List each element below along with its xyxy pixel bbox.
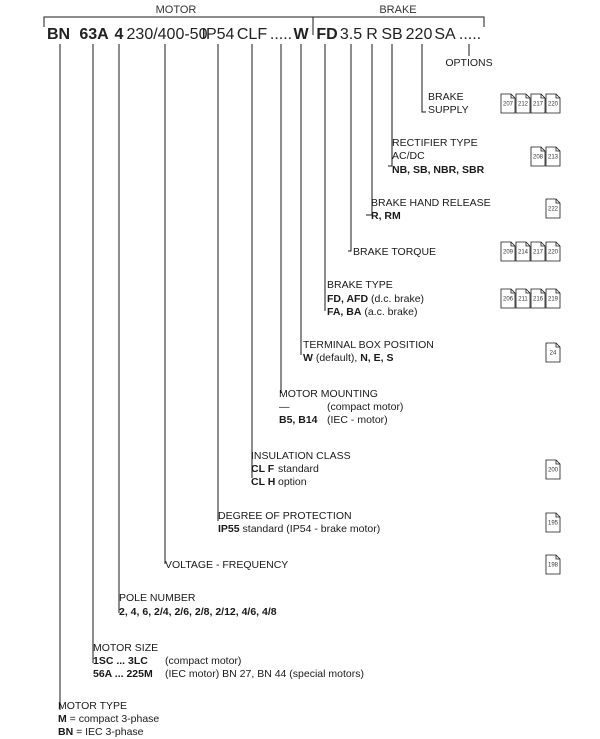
brake-type-title: BRAKE TYPE [327,279,393,291]
mounting-iec-codes: B5, B14 [279,414,318,426]
brake-type-dc: FD, AFD [327,293,369,305]
mounting-title: MOTOR MOUNTING [279,388,378,400]
motor-type-title: MOTOR TYPE [58,700,128,712]
pole-number-options: 2, 4, 6, 2/4, 2/6, 2/8, 2/12, 4/6, 4/8 [119,606,277,618]
terminal-box-default-desc: (default), [312,352,361,364]
brake-header: BRAKE [379,4,417,16]
ref-pages-brake-torque [501,242,560,261]
page-ref-number: 209 [502,249,514,256]
insulation-title: INSULATION CLASS [251,450,351,462]
designation-code [47,26,481,43]
page-ref-number: 219 [547,296,559,303]
code-size: 63A [79,26,109,43]
motor-type-bn: BN [58,726,74,738]
ref-pages-brake-type [501,289,560,308]
page-ref-number: 207 [502,101,514,108]
terminal-box-options [303,352,393,364]
motor-header: MOTOR [155,4,197,16]
mounting-iec-desc: (IEC - motor) [327,414,388,426]
protection-title: DEGREE OF PROTECTION [218,510,352,522]
ref-pages-rectifier [531,147,560,166]
leader-brake-supply [422,44,426,112]
motor-type-bn-desc: = IEC 3-phase [73,726,144,738]
hand-release-options: R, RM [371,210,401,222]
leader-brake-torque [348,44,351,251]
page-ref-number: 220 [547,249,559,256]
motor-type-line-1 [58,713,159,725]
code-voltage: 230/400-50 [126,26,208,43]
hand-release-title: BRAKE HAND RELEASE [371,197,491,209]
hand-release-item [371,197,491,222]
code-rectifier: SB [381,26,403,43]
insulation-clf-desc: standard [278,463,319,475]
code-dots-1: ..... [269,26,293,43]
ref-pages-brake-supply [501,94,560,113]
voltage-title: VOLTAGE - FREQUENCY [165,559,289,571]
pole-number-title: POLE NUMBER [119,592,196,604]
code-dots-2: ..... [458,26,482,43]
motor-type-m-desc: = compact 3-phase [66,713,160,725]
ref-pages-terminal-box [546,343,560,362]
motor-size-compact-desc: (compact motor) [165,655,242,667]
page-ref-number: 24 [549,350,557,357]
brake-supply-item [428,91,469,116]
rectifier-options: NB, SB, NBR, SBR [392,164,485,176]
code-insulation: CLF [236,26,268,43]
brake-type-line-2 [327,306,417,318]
insulation-clh: CL H [251,476,276,488]
rectifier-type-item [392,137,485,176]
code-terminal: W [293,26,309,43]
motor-size-iec-desc: (IEC motor) BN 27, BN 44 (special motors) [165,668,364,680]
options-label: OPTIONS [445,57,493,69]
terminal-box-default: W [303,352,313,364]
page-ref-number: 195 [547,520,559,527]
protection-item [218,510,380,535]
page-ref-number: 217 [532,101,544,108]
motor-type-item [58,700,159,738]
page-ref-number: 198 [547,562,559,569]
code-release: R [366,26,378,43]
ref-pages-voltage [546,555,560,574]
brake-type-item [327,279,424,318]
page-ref-number: 222 [547,206,559,213]
brake-supply-title-1: BRAKE [428,91,464,103]
insulation-item [251,450,351,488]
code-sa: SA [434,26,456,43]
page-ref-number: 208 [532,154,544,161]
terminal-box-item [303,339,434,364]
code-torque: 3.5 [339,26,363,43]
terminal-box-title: TERMINAL BOX POSITION [303,339,434,351]
motor-size-title: MOTOR SIZE [93,642,159,654]
motor-type-line-2 [58,726,144,738]
page-ref-number: 220 [547,101,559,108]
mounting-compact-dash: — [279,401,290,413]
motor-size-iec-range: 56A ... 225M [93,668,153,680]
brake-type-dc-desc: (d.c. brake) [368,293,425,305]
mounting-item [279,388,403,426]
page-ref-number: 211 [518,296,528,303]
ref-pages-hand-release [546,199,560,218]
motor-size-compact-range: 1SC ... 3LC [93,655,148,667]
page-ref-number: 206 [502,296,514,303]
motor-size-item [93,642,364,680]
brake-supply-title-2: SUPPLY [428,104,469,116]
protection-desc: standard (IP54 - brake motor) [239,523,381,535]
terminal-box-others: N, E, S [360,352,394,364]
page-ref-number: 217 [532,249,544,256]
leader-hand-release [366,44,372,215]
mounting-compact-desc: (compact motor) [327,401,404,413]
pole-number-item [119,592,277,618]
code-supply: 220 [405,26,433,43]
page-ref-number: 213 [547,154,559,161]
page-ref-number: 212 [517,101,529,108]
insulation-clh-desc: option [278,476,307,488]
page-ref-number: 214 [517,249,529,256]
rectifier-title-1: RECTIFIER TYPE [392,137,478,149]
ref-pages-protection [546,513,560,532]
code-protection: IP54 [201,26,235,43]
brake-type-ac-desc: (a.c. brake) [361,306,418,318]
code-brake-type: FD [316,26,338,43]
brake-type-line-1 [327,293,424,305]
insulation-clf: CL F [251,463,275,475]
protection-standard: IP55 [218,523,240,535]
rectifier-title-2: AC/DC [392,150,425,162]
brake-type-ac: FA, BA [327,306,362,318]
code-poles: 4 [114,26,124,43]
protection-line [218,523,380,535]
brake-torque-title: BRAKE TORQUE [353,246,437,258]
code-bn: BN [47,26,71,43]
motor-type-m: M [58,713,67,725]
ref-pages-insulation [546,460,560,479]
page-ref-number: 216 [532,296,544,303]
page-ref-number: 200 [547,467,559,474]
